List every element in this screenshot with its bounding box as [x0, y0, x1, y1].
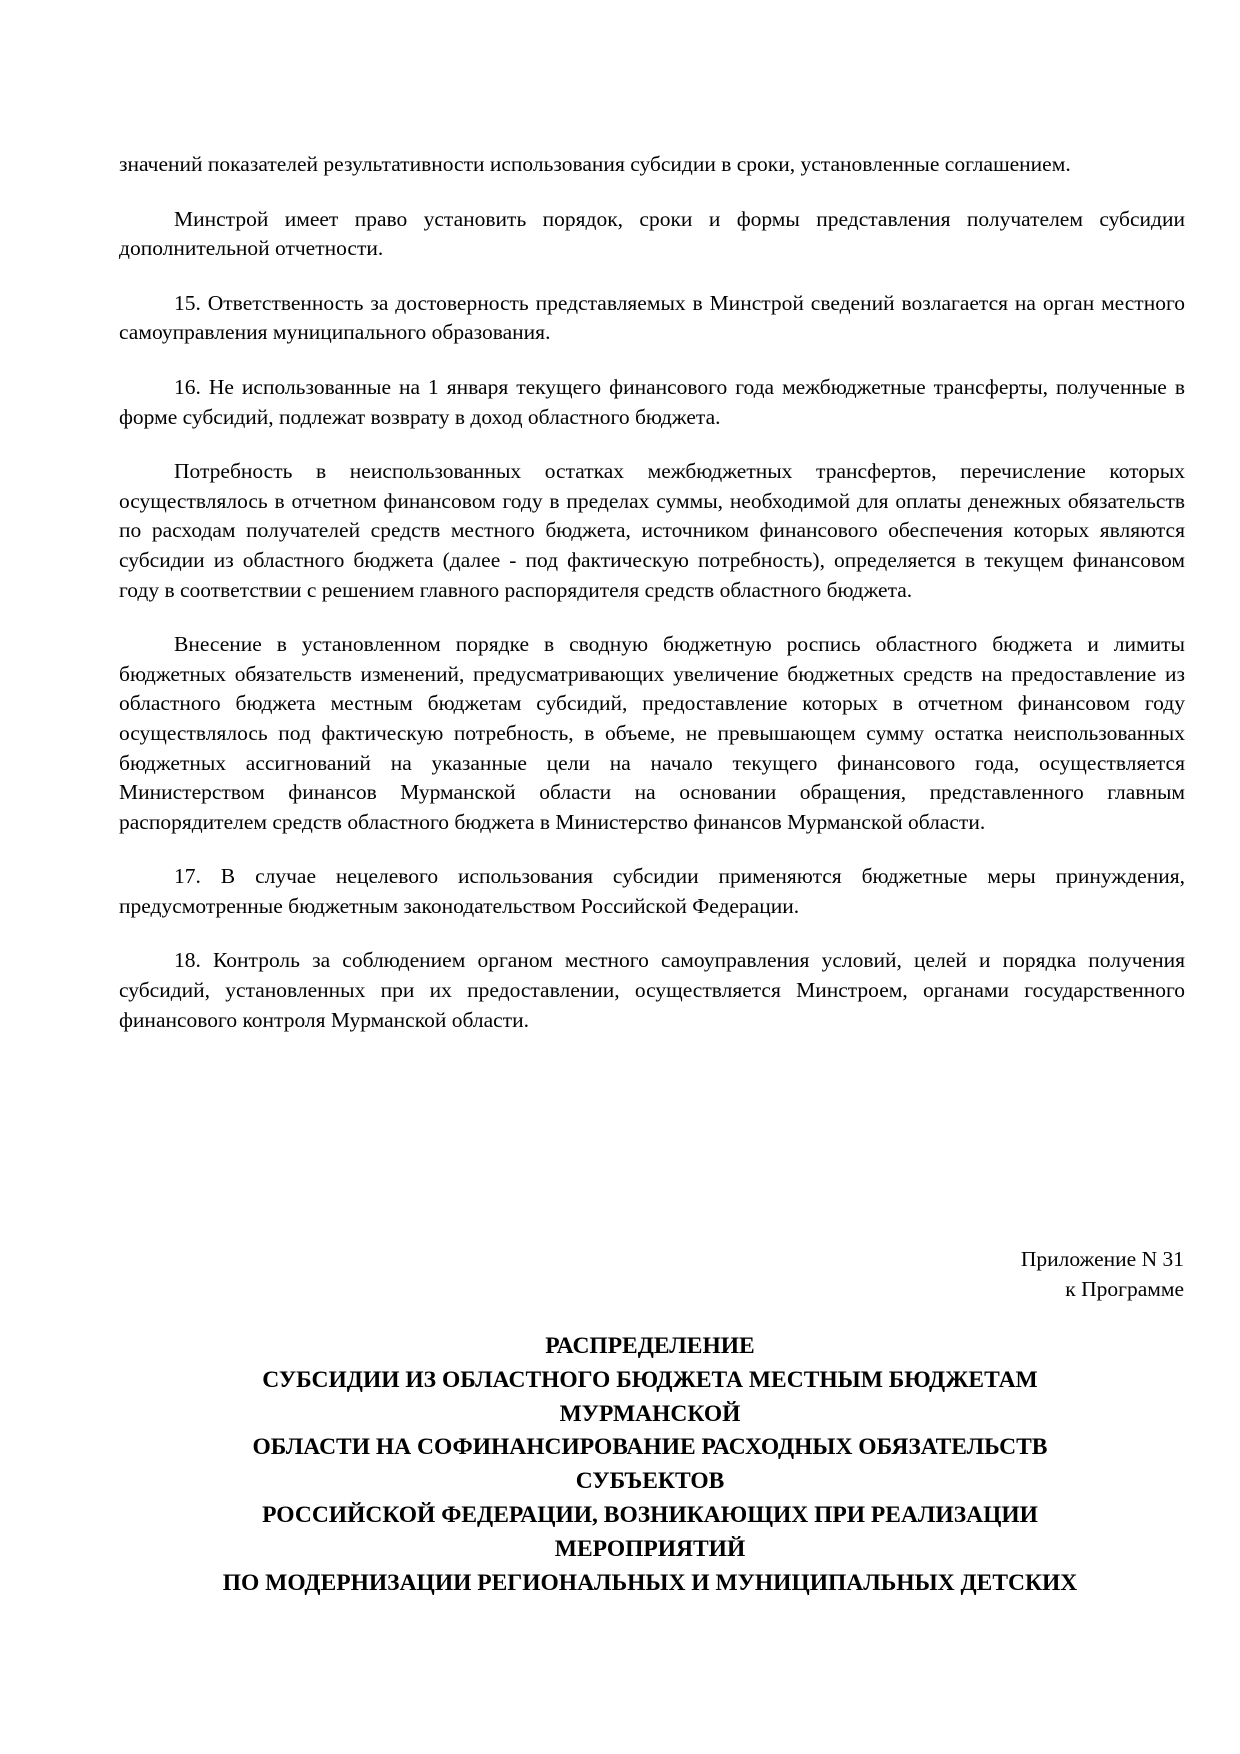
title-line: СУБСИДИИ ИЗ ОБЛАСТНОГО БЮДЖЕТА МЕСТНЫМ БЮДЖЕТАМ [262, 1366, 1038, 1393]
document-body [119, 150, 1185, 1060]
title-line: РАСПРЕДЕЛЕНИЕ [545, 1333, 755, 1359]
paragraph-additional-reporting: Минстрой имеет право установить порядок, сроки и формы представления получателем субсидии дополнительной отчетности. [119, 206, 1185, 261]
appendix-program: к Программе [1065, 1276, 1184, 1301]
paragraph-18: 18. Контроль за соблюдением органом местного самоуправления условий, целей и порядка получения субсидий, установленных при их предоставлении, осуществляется Минстроем, органами государственного финансового контроля Мурманской области. [119, 948, 1185, 1032]
paragraph-16: 16. Не использованные на 1 января текущего финансового года межбюджетные трансферты, полученные в форме субсидий, подлежат возврату в доход областного бюджета. [119, 374, 1185, 429]
paragraph-15: 15. Ответственность за достоверность представляемых в Минстрой сведений возлагается на орган местного самоуправления муниципального образования. [119, 290, 1185, 345]
title-line: ПО МОДЕРНИЗАЦИИ РЕГИОНАЛЬНЫХ И МУНИЦИПАЛЬНЫХ ДЕТСКИХ [222, 1569, 1078, 1596]
title-line: РОССИЙСКОЙ ФЕДЕРАЦИИ, ВОЗНИКАЮЩИХ ПРИ РЕАЛИЗАЦИИ [262, 1501, 1038, 1528]
paragraph-continuation: значений показателей результативности использования субсидии в сроки, установленные соглашением. [119, 152, 1071, 176]
appendix-reference [1021, 1245, 1184, 1304]
title-line: СУБЪЕКТОВ [575, 1468, 725, 1495]
paragraph-budget-changes: Внесение в установленном порядке в сводную бюджетную роспись областного бюджета и лимиты бюджетных обязательств изменений, предусматривающих увеличение бюджетных средств на предоставление из областного бюджета местным бюджетам субсидий, предоставление которых в отчетном финансовом году осуществлялось под фактическую потребность, в объеме, не превышающем сумму остатка неиспользованных бюджетных ассигнований на указанные цели на начало текущего финансового года, осуществляется Министерством финансов Мурманской области на основании обращения, представленного главным распорядителем средств областного бюджета в Министерство финансов Мурманской области. [119, 632, 1185, 834]
appendix-number: Приложение N 31 [1020, 1247, 1184, 1271]
section-title [100, 1330, 1200, 1600]
title-line: МЕРОПРИЯТИЙ [554, 1535, 746, 1562]
title-line: МУРМАНСКОЙ [559, 1400, 741, 1427]
title-line: ОБЛАСТИ НА СОФИНАНСИРОВАНИЕ РАСХОДНЫХ ОБЯЗАТЕЛЬСТВ [252, 1434, 1048, 1461]
paragraph-need-remainders: Потребность в неиспользованных остатках межбюджетных трансфертов, перечисление которых осуществлялось в отчетном финансовом году в пределах суммы, необходимой для оплаты денежных обязательств по расходам получателей средств местного бюджета, источником финансового обеспечения которых являются субсидии из областного бюджета (далее - под фактическую потребность), определяется в текущем финансовом году в соответствии с решением главного распорядителя средств областного бюджета. [119, 459, 1185, 602]
paragraph-17: 17. В случае нецелевого использования субсидии применяются бюджетные меры принуждения, предусмотренные бюджетным законодательством Российской Федерации. [119, 864, 1185, 918]
